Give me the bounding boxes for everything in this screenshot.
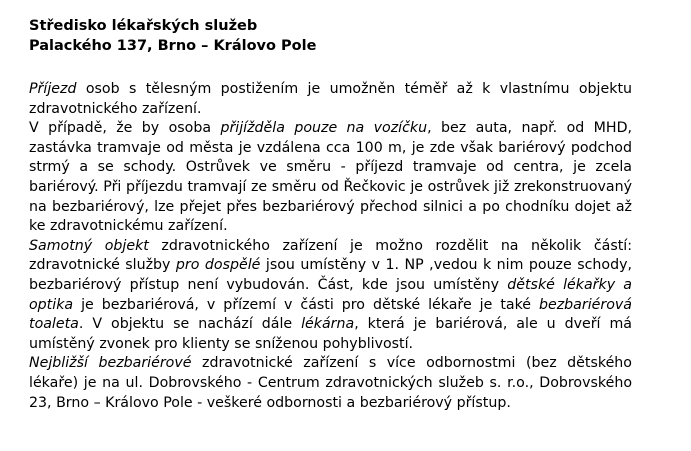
document-body <box>29 80 632 413</box>
document-title: Středisko lékařských služeb <box>29 18 258 34</box>
emphasis-wheelchair: přijížděla pouze na vozíčku <box>220 120 428 137</box>
paragraph-building <box>29 237 632 355</box>
text-segment: , bez auta, např. od MHD, zastávka tramvaje od města je vzdálena cca 100 m, je zde však bariérový podchod strmý a se schody. Ostrůvek ve směru - příjezd tramvaje od centra, je zcela bariérový. Při příjezdu tramvají ze směru od Řečkovic je ostrůvek již zrekonstruovaný na bezbariérový, lze přejet přes bezbariérový přechod silnici a po chodníku dojet až ke zdravotnickému zařízení. <box>29 120 633 235</box>
text-segment: je bezbariérová, v přízemí v části pro dětské lékaře je také <box>73 296 539 313</box>
text-segment: osob s tělesným postižením je umožněn téměř až k vlastnímu objektu zdravotnického zařízení. <box>29 81 632 117</box>
document-address: Palackého 137, Brno – Královo Pole <box>29 38 317 54</box>
text-segment: . V objektu se nachází dále <box>78 316 302 333</box>
emphasis-building: Samotný objekt <box>29 237 149 254</box>
paragraph-arrival <box>29 80 632 119</box>
emphasis-nearest: Nejbližší bezbariérové <box>29 355 192 372</box>
emphasis-pediatrics-optics: dětské lékařky a optika <box>29 276 632 313</box>
emphasis-pharmacy: lékárna <box>301 316 355 333</box>
emphasis-arrival: Příjezd <box>29 81 77 97</box>
paragraph-wheelchair <box>29 119 632 237</box>
text-segment: , která je bariérová, ale u dveří má umístěný zvonek pro klienty se sníženou pohyblivostí. <box>29 316 632 352</box>
text-segment: jsou umístěny v 1. NP ,vedou k nim pouze schody, bezbariérový přístup není vybudován. Část, kde jsou umístěny <box>29 257 632 293</box>
emphasis-adults: pro dospělé <box>175 257 261 274</box>
text-segment: zdravotnické zařízení s více odbornostmi (bez dětského lékaře) je na ul. Dobrovského - Centrum zdravotnických služeb s. r.o., Dobrovského 23, Brno – Královo Pole - veškeré odbornosti a bezbariérový přístup. <box>29 355 632 411</box>
text-segment: V případě, že by osoba <box>29 120 221 137</box>
emphasis-toilet: bezbariérová toaleta <box>29 296 632 333</box>
paragraph-nearest <box>29 354 632 413</box>
text-segment: zdravotnického zařízení je možno rozdělit na několik částí: zdravotnické služby <box>29 237 633 274</box>
